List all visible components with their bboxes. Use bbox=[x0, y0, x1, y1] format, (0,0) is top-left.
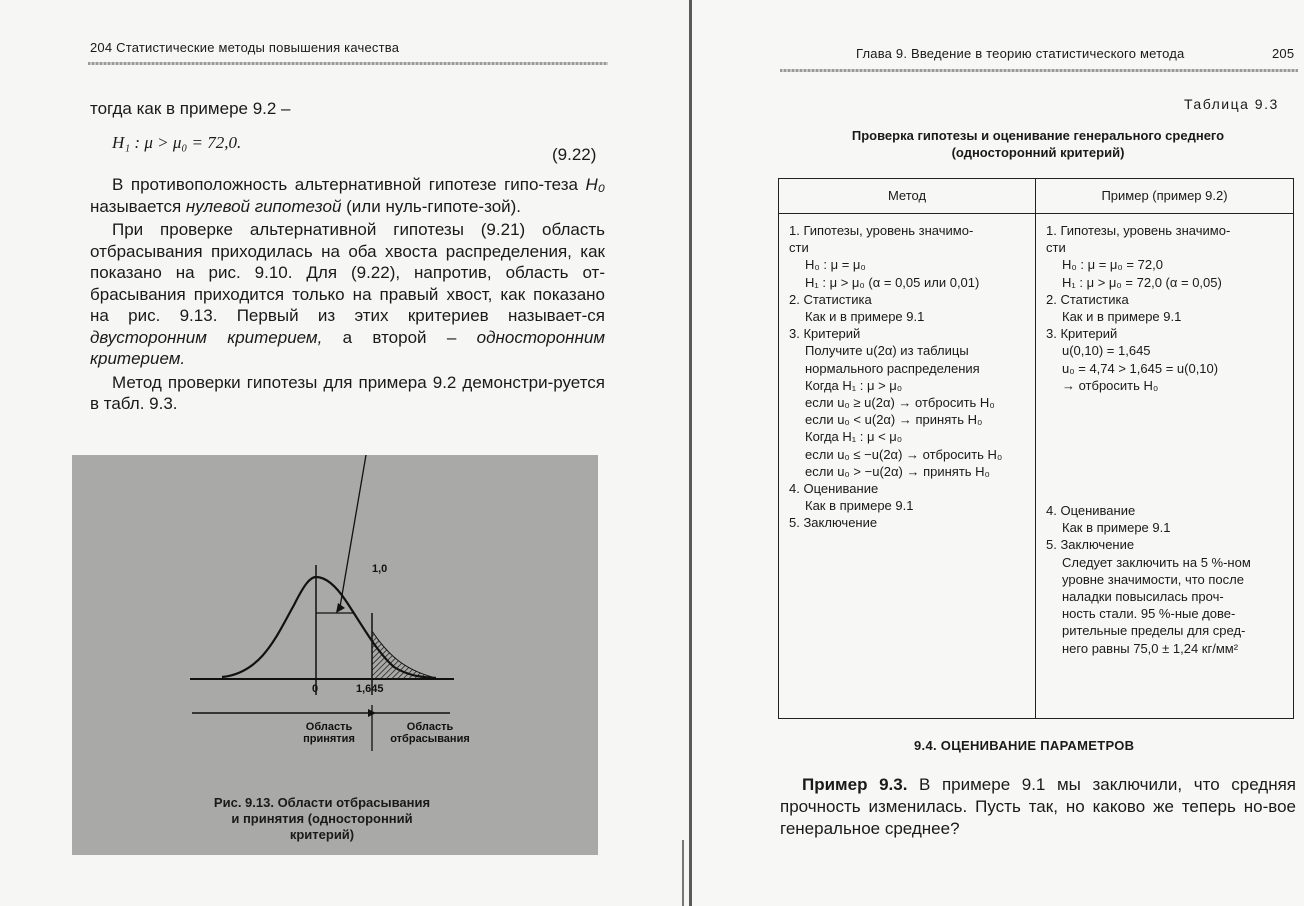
table-line: Как и в примере 9.1 bbox=[1062, 309, 1182, 325]
table-line: u₀ = 4,74 > 1,645 = u(0,10) bbox=[1062, 360, 1219, 376]
table-line: 5. Заключение bbox=[1046, 537, 1135, 553]
table-line: 1. Гипотезы, уровень значимо- bbox=[1046, 223, 1231, 238]
equation-9-22: H₁ : μ > μ₀ = 72,0. bbox=[112, 133, 242, 152]
table-line: 4. Оценивание bbox=[789, 481, 879, 497]
table-line: Следует заключить на 5 %-ном bbox=[1062, 554, 1251, 570]
section-heading: 9.4. ОЦЕНИВАНИЕ ПАРАМЕТРОВ bbox=[914, 738, 1135, 753]
bell-curve bbox=[222, 577, 436, 678]
table-line: H₁ : μ > μ₀ = 72,0 (α = 0,05) bbox=[1062, 274, 1222, 290]
table-line: 5. Заключение bbox=[789, 515, 878, 531]
book-gutter bbox=[689, 0, 692, 906]
table-line: Как в примере 9.1 bbox=[805, 498, 914, 514]
table-line: H₀ : μ = μ₀ = 72,0 bbox=[1062, 257, 1163, 273]
table-line: него равны 75,0 ± 1,24 кг/мм² bbox=[1062, 640, 1239, 656]
table-line: сти bbox=[789, 240, 809, 256]
example-9-3 bbox=[780, 774, 1296, 840]
right-running-head: Глава 9. Введение в теорию статистического метода bbox=[856, 46, 1185, 61]
table-line: Как в примере 9.1 bbox=[1062, 520, 1171, 536]
table-line: уровне значимости, что после bbox=[1062, 571, 1244, 587]
table-line: Когда H₁ : μ > μ₀ bbox=[805, 377, 903, 393]
label-accept-region: Область принятия bbox=[303, 721, 355, 745]
table-line: если u₀ ≥ u(2α) → отбросить H₀ bbox=[805, 395, 995, 411]
table-line: ность стали. 95 %-ные дове- bbox=[1062, 606, 1236, 622]
figure-caption: Рис. 9.13. Области отбрасывания и принятия (односторонний критерий) bbox=[213, 795, 431, 842]
table-line: u(0,10) = 1,645 bbox=[1062, 343, 1151, 359]
table-line: 4. Оценивание bbox=[1046, 503, 1136, 519]
gutter-shadow bbox=[682, 840, 684, 906]
table-line: рительные пределы для сред- bbox=[1062, 623, 1246, 639]
label-zero: 0 bbox=[312, 683, 319, 695]
intro-text: тогда как в примере 9.2 – bbox=[90, 99, 291, 118]
right-page-number: 205 bbox=[1272, 46, 1295, 61]
hypothesis-table bbox=[778, 178, 1294, 719]
table-line: 2. Статистика bbox=[1046, 291, 1129, 307]
table-line: Получите u(2α) из таблицы bbox=[805, 343, 969, 359]
example-cell bbox=[1036, 214, 1294, 719]
right-head-rule bbox=[780, 69, 1298, 72]
table-label: Таблица 9.3 bbox=[1184, 96, 1279, 112]
equation-number: (9.22) bbox=[552, 145, 597, 164]
paragraph-table-ref: Метод проверки гипотезы для примера 9.2 демонстри-руется в табл. 9.3. bbox=[90, 372, 605, 413]
label-critical: 1,645 bbox=[356, 683, 384, 695]
left-body bbox=[90, 174, 605, 415]
table-line: если u₀ < u(2α) → принять H₀ bbox=[805, 412, 983, 428]
table-line: → отбросить H₀ bbox=[1062, 377, 1159, 393]
table-body-row bbox=[779, 214, 1294, 719]
left-head-rule bbox=[88, 62, 608, 65]
paragraph-null-hypothesis: В противоположность альтернативной гипотезе гипо-теза H₀ называется нулевой гипотезой (или нуль-гипоте-зой). bbox=[90, 175, 605, 216]
table-line: H₀ : μ = μ₀ bbox=[805, 257, 866, 273]
paragraph-rejection-region: При проверке альтернативной гипотезы (9.21) область отбрасывания приходилась на оба хвоста распределения, как показано на рис. 9.10. Для (9.22), напротив, область от-брасывания приходится только на правый хвост, как показано на рис. 9.13. Первый из этих критериев называет-ся двусторонним критерием, а второй – односторонним критерием. bbox=[90, 220, 605, 368]
left-running-head: 204 Статистические методы повышения качества bbox=[90, 40, 400, 55]
table-line: 3. Критерий bbox=[1046, 326, 1118, 342]
table-line: сти bbox=[1046, 240, 1066, 256]
table-title: Проверка гипотезы и оценивание генерального среднего (односторонний критерий) bbox=[851, 128, 1225, 160]
table-line: H₁ : μ > μ₀ (α = 0,05 или 0,01) bbox=[805, 274, 980, 290]
table-line: Как и в примере 9.1 bbox=[805, 309, 925, 325]
example-9-3-text: Пример 9.3. В примере 9.1 мы заключили, что средняя прочность изменилась. Пусть так, но каково же теперь но-вое генеральное среднее? bbox=[780, 775, 1296, 838]
table-line: нормального распределения bbox=[805, 360, 980, 376]
table-line: если u₀ ≤ −u(2α) → отбросить H₀ bbox=[805, 446, 1003, 462]
table-line: 1. Гипотезы, уровень значимо- bbox=[789, 223, 974, 238]
table-line: 2. Статистика bbox=[789, 291, 872, 307]
table-line: 3. Критерий bbox=[789, 326, 861, 342]
table-header-row bbox=[779, 179, 1294, 214]
method-cell bbox=[779, 214, 1036, 719]
table-line: наладки повысилась проч- bbox=[1062, 589, 1224, 605]
col-example: Пример (пример 9.2) bbox=[1036, 179, 1294, 214]
table-line: если u₀ > −u(2α) → принять H₀ bbox=[805, 463, 990, 479]
label-reject-region: Область отбрасывания bbox=[390, 721, 470, 745]
label-peak: 1,0 bbox=[372, 563, 388, 575]
intro-line bbox=[90, 98, 605, 120]
table-line: Когда H₁ : μ < μ₀ bbox=[805, 429, 903, 445]
col-method: Метод bbox=[779, 179, 1036, 214]
figure-9-13 bbox=[72, 455, 598, 855]
